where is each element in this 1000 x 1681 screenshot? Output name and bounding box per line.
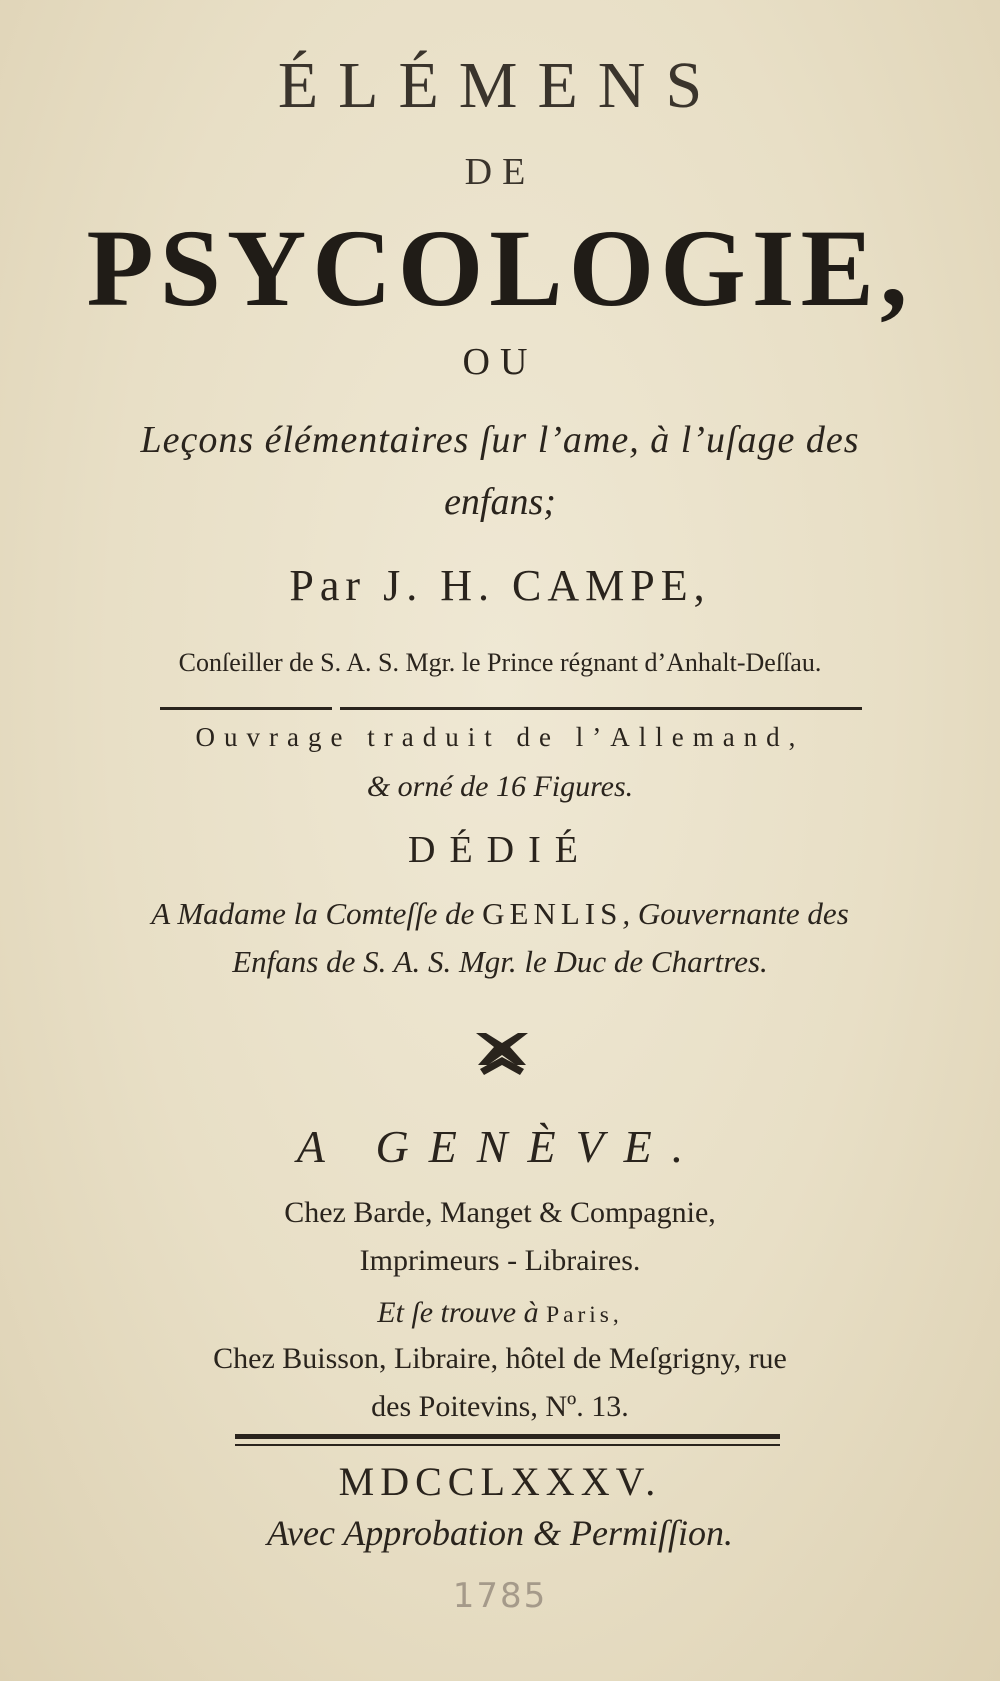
double-rule-top (235, 1434, 780, 1439)
double-rule-bottom (235, 1444, 780, 1446)
dedication-line-1-start: A Madame la Comteſſe de (151, 896, 475, 931)
author-par: Par (289, 561, 367, 610)
imprint-line-3-city: Paris, (546, 1302, 623, 1328)
translation-line-2: & orné de 16 Figures. (366, 770, 634, 803)
imprint-line-2: Imprimeurs - Libraires. (359, 1244, 641, 1277)
main-title: PSYCOLOGIE, (86, 207, 914, 329)
title-line-de: DE (464, 151, 536, 193)
dedication-line-1 (0, 896, 1000, 932)
printer-ornament-icon (470, 1025, 534, 1081)
author-line (0, 560, 1000, 611)
title-line-ou: OU (462, 341, 538, 383)
translation-line-1: Ouvrage traduit de l’Allemand, (195, 722, 805, 752)
imprint-line-5: des Poitevins, Nº. 13. (371, 1390, 629, 1423)
imprint-line-3 (0, 1296, 1000, 1330)
imprint-line-1: Chez Barde, Manget & Compagnie, (284, 1196, 716, 1229)
author-office: Conſeiller de S. A. S. Mgr. le Prince régnant d’Anhalt-Deſſau. (178, 648, 822, 677)
subtitle-line-1: Leçons élémentaires ſur l’ame, à l’uſage des (140, 419, 860, 461)
imprint-line-4: Chez Buisson, Libraire, hôtel de Meſgrigny, rue (213, 1342, 787, 1375)
dedication-line-2: Enfans de S. A. S. Mgr. le Duc de Chartres. (232, 944, 768, 979)
imprint-line-3-start: Et ſe trouve à (377, 1296, 539, 1329)
dedication-heading: DÉDIÉ (408, 829, 592, 871)
imprint-year: MDCCLXXXV. (338, 1459, 662, 1504)
divider-rule-left (160, 707, 332, 710)
dedication-name: GENLIS (482, 896, 623, 931)
handwritten-year-note: 1785 (452, 1576, 548, 1616)
divider-rule-right (340, 707, 862, 710)
title-line-elemens: ÉLÉMENS (277, 49, 723, 122)
dedication-line-1-end: , Gouvernante des (622, 896, 849, 931)
permission-line: Avec Approbation & Permiſſion. (267, 1513, 733, 1553)
subtitle-line-2: enfans; (444, 481, 556, 523)
imprint-city: A GENÈVE. (296, 1121, 704, 1172)
author-name: J. H. CAMPE, (383, 561, 711, 610)
